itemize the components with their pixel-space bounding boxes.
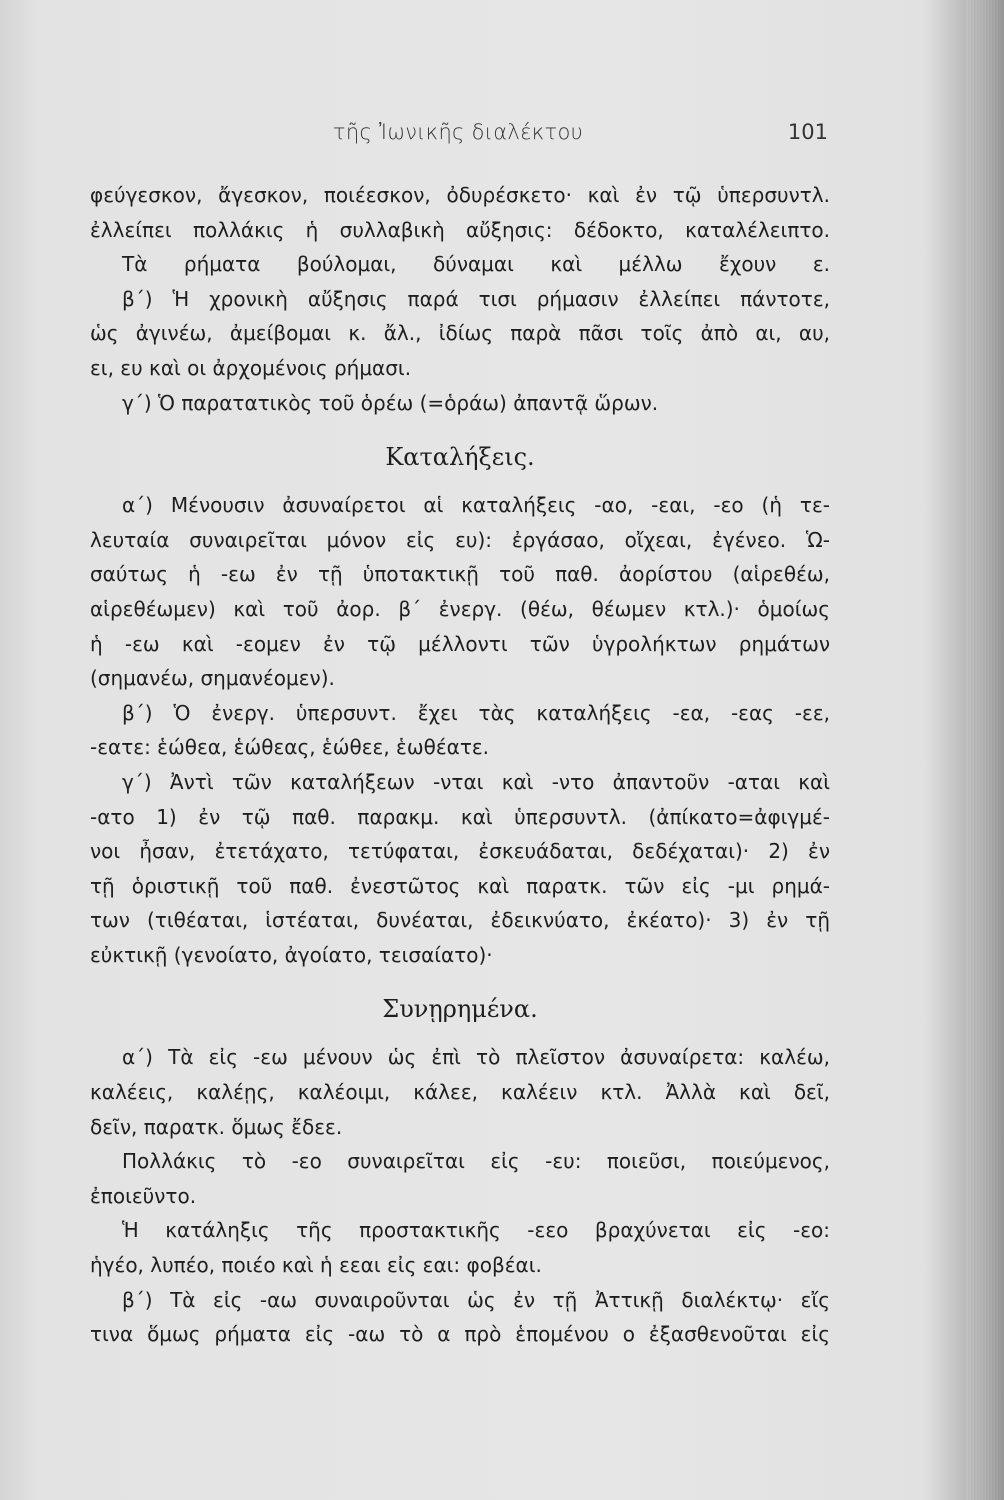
running-head <box>88 120 828 154</box>
running-title: τῆς Ἰωνικῆς διαλέκτου <box>332 120 584 144</box>
section-heading: Συνῃρημένα. <box>382 995 538 1024</box>
text-line: γ΄) Ὁ παρατατικὸς τοῦ ὁρέω (=ὁράω) ἀπαντᾷ ὥρων. <box>122 390 659 415</box>
text-line: -ατο 1) ἐν τῷ παθ. παρακμ. καὶ ὑπερσυντλ. (ἀπίκατο=ἀφιγμέ- <box>90 804 830 829</box>
text-line: εὐκτικῇ (γενοίατο, ἀγοίατο, τεισαίατο)· <box>90 942 493 967</box>
text-line: α΄) Μένουσιν ἀσυναίρετοι αἱ καταλήξεις -αο, -εαι, -εο (ἡ τε- <box>122 493 830 518</box>
text-line: (σημανέω, σημανέομεν). <box>90 666 335 691</box>
text-line: α΄) Τὰ εἰς -εω μένουν ὡς ἐπὶ τὸ πλεῖστον ἀσυναίρετα: καλέω, <box>122 1045 830 1070</box>
page-number: 101 <box>787 120 828 144</box>
text-line: νοι ἦσαν, ἐτετάχατο, τετύφαται, ἐσκευάδαται, δεδέχαται)· 2) ἐν <box>90 839 830 864</box>
text-line: τῇ ὁριστικῇ τοῦ παθ. ἐνεστῶτος καὶ παρατκ. τῶν εἰς -μι ρημά- <box>90 873 830 898</box>
text-line: ἡγέο, λυπέο, ποιέο καὶ ἡ εεαι εἰς εαι: φοβέαι. <box>90 1253 542 1278</box>
text-line: σαύτως ἡ -εω ἐν τῇ ὑποτακτικῇ τοῦ παθ. ἀορίστου (αἱρεθέω, <box>90 562 830 587</box>
text-line: φεύγεσκον, ἄγεσκον, ποιέεσκον, ὀδυρέσκετο· καὶ ἐν τῷ ὑπερσυντλ. <box>90 183 830 207</box>
text-line: δεῖν, παρατκ. ὅμως ἔδεε. <box>90 1114 343 1139</box>
text-line: των (τιθέαται, ἱστέαται, δυνέαται, ἐδεικνύατο, ἐκέατο)· 3) ἐν τῇ <box>90 908 830 933</box>
text-line: β΄) Τὰ εἰς -αω συναιροῦνται ὡς ἐν τῇ Ἀττικῇ διαλέκτῳ· εἴς <box>122 1287 830 1312</box>
page-body <box>90 178 830 1352</box>
text-line: ἡ -εω καὶ -εομεν ἐν τῷ μέλλοντι τῶν ὑγρολήκτων ρημάτων <box>90 631 830 656</box>
text-line: ἐποιεῦντο. <box>90 1183 197 1208</box>
text-line: ει, ευ καὶ οι ἀρχομένοις ρήμασι. <box>90 355 412 380</box>
text-line: γ΄) Ἀντὶ τῶν καταλήξεων -νται καὶ -ντο ἀπαντοῦν -αται καὶ <box>122 769 830 794</box>
text-line: λευταία συναιρεῖται μόνον εἰς ευ): ἐργάσαο, οἴχεαι, ἐγένεο. Ὡ- <box>90 527 830 552</box>
text-line: ἐλλείπει πολλάκις ἡ συλλαβικὴ αὔξησις: δέδοκτο, καταλέλειπτο. <box>90 217 830 242</box>
text-line: καλέεις, καλέῃς, καλέοιμι, κάλεε, καλέειν κτλ. Ἀλλὰ καὶ δεῖ, <box>90 1080 830 1105</box>
text-line: -εατε: ἑώθεα, ἑώθεας, ἑώθεε, ἑωθέατε. <box>90 735 490 760</box>
text-line: τινα ὅμως ρήματα εἰς -αω τὸ α πρὸ ἑπομένου ο ἐξασθενοῦται εἰς <box>90 1322 830 1347</box>
section-heading: Καταλήξεις. <box>385 443 535 472</box>
text-line: Ἡ κατάληξις τῆς προστακτικῆς -εεο βραχύνεται εἰς -εο: <box>122 1218 830 1243</box>
text-line: β΄) Ὁ ἐνεργ. ὑπερσυντ. ἔχει τὰς καταλήξεις -εα, -εας -εε, <box>122 700 830 725</box>
text-line: β΄) Ἡ χρονικὴ αὔξησις παρά τισι ρήμασιν ἐλλείπει πάντοτε, <box>122 286 830 311</box>
page-edge <box>966 0 1004 1500</box>
text-line: ὡς ἀγινέω, ἀμείβομαι κ. ἄλ., ἰδίως παρὰ πᾶσι τοῖς ἀπὸ αι, αυ, <box>90 321 830 346</box>
text-line: Πολλάκις τὸ -εο συναιρεῖται εἰς -ευ: ποιεῦσι, ποιεύμενος, <box>122 1149 830 1174</box>
text-line: Τὰ ρήματα βούλομαι, δύναμαι καὶ μέλλω ἔχουν ε. <box>122 252 830 277</box>
text-line: αἱρεθέωμεν) καὶ τοῦ ἀορ. β΄ ἐνεργ. (θέω, θέωμεν κτλ.)· ὁμοίως <box>90 596 830 621</box>
